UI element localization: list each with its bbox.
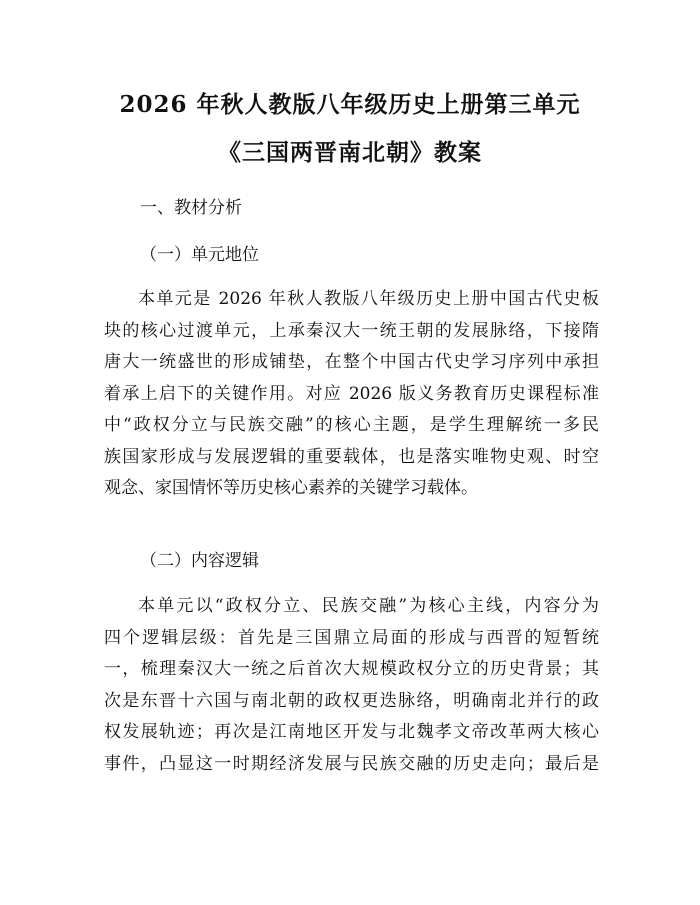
subsection-heading-content-logic: （二）内容逻辑 xyxy=(140,551,259,571)
section-heading-materials-analysis: 一、教材分析 xyxy=(140,198,242,218)
document-title-line-2: 《三国两晋南北朝》教案 xyxy=(218,139,482,166)
paragraph-line: 中“政权分立与民族交融”的核心主题，是学生理解统一多民 xyxy=(104,415,599,435)
paragraph-line: 权发展轨迹；再次是江南地区开发与北魏孝文帝改革两大核心 xyxy=(104,722,599,742)
paragraph-line: 块的核心过渡单元，上承秦汉大一统王朝的发展脉络，下接隋 xyxy=(104,320,599,341)
paragraph-line: 本单元以“政权分立、民族交融”为核心主线，内容分为 xyxy=(138,596,599,616)
paragraph-line: 观念、家国情怀等历史核心素养的关键学习载体。 xyxy=(104,478,478,498)
paragraph-line: 本单元是 2026 年秋人教版八年级历史上册中国古代史板 xyxy=(138,289,599,309)
paragraph-line: 唐大一统盛世的形成铺垫，在整个中国古代史学习序列中承担 xyxy=(104,352,599,372)
paragraph-line: 着承上启下的关键作用。对应 2026 版义务教育历史课程标准 xyxy=(104,383,599,404)
subsection-heading-unit-position: （一）单元地位 xyxy=(140,245,259,265)
paragraph-line: 次是东晋十六国与南北朝的政权更迭脉络，明确南北并行的政 xyxy=(104,690,599,711)
paragraph-line: 族国家形成与发展逻辑的重要载体，也是落实唯物史观、时空 xyxy=(104,446,599,467)
paragraph-content-logic xyxy=(104,591,599,780)
paragraph-unit-position xyxy=(104,284,599,505)
paragraph-line: 事件，凸显这一时期经济发展与民族交融的历史走向；最后是 xyxy=(104,753,599,774)
document-title-line-1: 2026 年秋人教版八年级历史上册第三单元 xyxy=(119,91,581,118)
paragraph-line: 四个逻辑层级：首先是三国鼎立局面的形成与西晋的短暂统 xyxy=(104,627,599,648)
paragraph-line: 一，梳理秦汉大一统之后首次大规模政权分立的历史背景；其 xyxy=(104,659,599,679)
